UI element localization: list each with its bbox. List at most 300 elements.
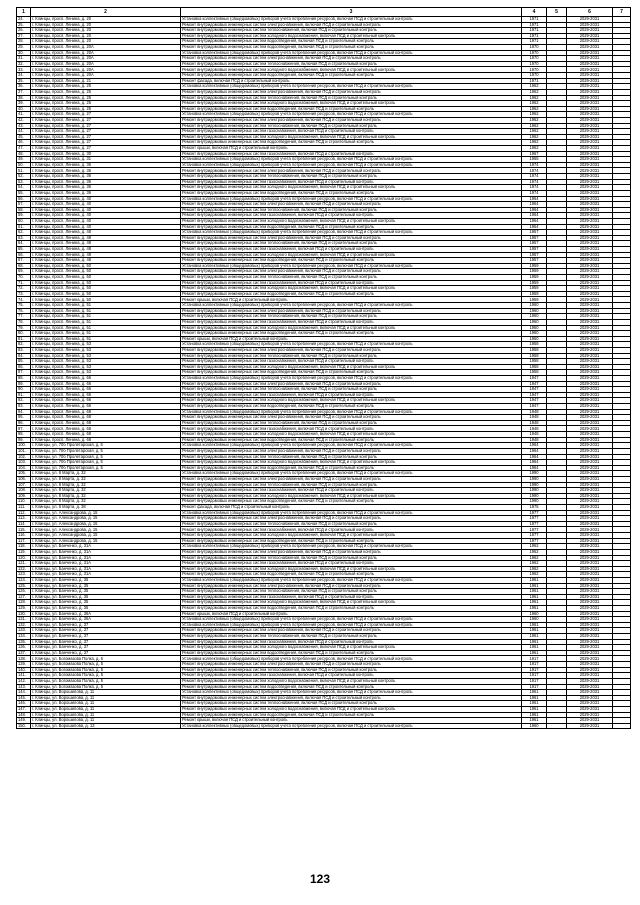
row-number-cell: 138. <box>17 656 31 662</box>
build-year-cell: 1967 <box>522 151 547 157</box>
work-type-cell: Ремонт внутридомовых инженерных систем теплоснабжения, включая ПСД и строительный контроль <box>181 482 522 488</box>
period-cell: 2029-2031 <box>567 230 613 236</box>
row-number-cell: 117. <box>17 538 31 544</box>
address-cell: г. Клинцы, ул. 8 Марта, д. 32 <box>31 499 181 505</box>
work-type-cell: Ремонт внутридомовых инженерных систем теплоснабжения, включая ПСД и строительный контроль <box>181 555 522 561</box>
row-number-cell: 127. <box>17 594 31 600</box>
period-cell: 2029-2031 <box>567 712 613 718</box>
address-cell: г. Клинцы, ул. Богомазова Полка, д. 5 <box>31 678 181 684</box>
address-cell: г. Клинцы, просп. Ленина, д. 20 <box>31 39 181 45</box>
build-year-cell: 1970 <box>522 45 547 51</box>
period-cell: 2029-2031 <box>567 101 613 107</box>
period-cell: 2029-2031 <box>567 347 613 353</box>
row-number-cell: 136. <box>17 645 31 651</box>
address-cell: г. Клинцы, просп. Ленина, д. 30 <box>31 151 181 157</box>
row-number-cell: 125. <box>17 583 31 589</box>
address-cell: г. Клинцы, просп. Ленина, д. 50 <box>31 280 181 286</box>
work-type-cell: Ремонт внутридомовых инженерных систем газоснабжения, включая ПСД и строительный контроль <box>181 426 522 432</box>
work-type-cell: Ремонт внутридомовых инженерных систем водоотведения, включая ПСД и строительный контроль <box>181 39 522 45</box>
address-cell: г. Клинцы, ул. 8 Марта, д. 32 <box>31 471 181 477</box>
period-cell: 2029-2031 <box>567 589 613 595</box>
row-number-cell: 77. <box>17 314 31 320</box>
work-type-cell: Ремонт внутридомовых инженерных систем газоснабжения, включая ПСД и строительный контроль <box>181 129 522 135</box>
build-year-cell: 1970 <box>522 61 547 67</box>
work-type-cell: Ремонт внутридомовых инженерных систем водоотведения, включая ПСД и строительный контроль <box>181 291 522 297</box>
work-type-cell: Ремонт внутридомовых инженерных систем теплоснабжения, включая ПСД и строительный контроль <box>181 454 522 460</box>
row-number-cell: 76. <box>17 308 31 314</box>
period-cell: 2029-2031 <box>567 605 613 611</box>
row-number-cell: 148. <box>17 712 31 718</box>
work-type-cell: Ремонт внутридомовых инженерных систем водоотведения, включая ПСД и строительный контроль <box>181 224 522 230</box>
build-year-cell: 1947 <box>522 392 547 398</box>
build-year-cell: 1974 <box>522 168 547 174</box>
build-year-cell: 1960 <box>522 611 547 617</box>
work-type-cell: Установка коллективных (общедомовых) приборов учета потребления ресурсов, включая ПСД и строительный контроль <box>181 157 522 163</box>
address-cell: г. Клинцы, просп. Ленина, д. 51 <box>31 319 181 325</box>
row-number-cell: 61. <box>17 224 31 230</box>
period-cell: 2029-2031 <box>567 448 613 454</box>
address-cell: г. Клинцы, просп. Ленина, д. 48 <box>31 230 181 236</box>
work-type-cell: Ремонт внутридомовых инженерных систем теплоснабжения, включая ПСД и строительный контроль <box>181 61 522 67</box>
row-number-cell: 85. <box>17 359 31 365</box>
period-cell: 2029-2031 <box>567 22 613 28</box>
period-cell: 2029-2031 <box>567 577 613 583</box>
address-cell: г. Клинцы, просп. Ленина, д. 50 <box>31 297 181 303</box>
build-year-cell: 1947 <box>522 398 547 404</box>
address-cell: г. Клинцы, просп. Ленина, д. 20 <box>31 22 181 28</box>
work-type-cell: Установка коллективных (общедомовых) приборов учета потребления ресурсов, включая ПСД и строительный контроль <box>181 544 522 550</box>
address-cell: г. Клинцы, просп. Ленина, д. 31 <box>31 157 181 163</box>
work-type-cell: Ремонт внутридомовых инженерных систем водоотведения, включая ПСД и строительный контроль <box>181 106 522 112</box>
row-number-cell: 131. <box>17 617 31 623</box>
work-type-cell: Ремонт внутридомовых инженерных систем электроснабжения, включая ПСД и строительный контроль <box>181 415 522 421</box>
period-cell: 2029-2031 <box>567 162 613 168</box>
row-number-cell: 105. <box>17 471 31 477</box>
build-year-cell: 1917 <box>522 678 547 684</box>
period-cell: 2029-2031 <box>567 482 613 488</box>
period-cell: 2029-2031 <box>567 246 613 252</box>
row-number-cell: 147. <box>17 706 31 712</box>
address-cell: г. Клинцы, просп. Ленина, д. 36 <box>31 174 181 180</box>
row-number-cell: 43. <box>17 123 31 129</box>
row-number-cell: 53. <box>17 179 31 185</box>
row-number-cell: 28. <box>17 39 31 45</box>
work-type-cell: Ремонт внутридомовых инженерных систем электроснабжения, включая ПСД и строительный контроль <box>181 583 522 589</box>
work-type-cell: Ремонт фасада, включая ПСД и строительный контроль <box>181 505 522 511</box>
address-cell: г. Клинцы, просп. Ленина, д. 20А <box>31 45 181 51</box>
build-year-cell: 1962 <box>522 572 547 578</box>
row-number-cell: 124. <box>17 577 31 583</box>
address-cell: г. Клинцы, просп. Ленина, д. 27 <box>31 123 181 129</box>
row-number-cell: 49. <box>17 157 31 163</box>
work-type-cell: Ремонт внутридомовых инженерных систем водоотведения, включая ПСД и строительный контроль <box>181 140 522 146</box>
period-cell: 2029-2031 <box>567 308 613 314</box>
header-cell: 6 <box>567 8 613 17</box>
work-type-cell: Ремонт внутридомовых инженерных систем электроснабжения, включая ПСД и строительный контроль <box>181 117 522 123</box>
period-cell: 2029-2031 <box>567 213 613 219</box>
build-year-cell: 1961 <box>522 690 547 696</box>
work-type-cell: Ремонт крыши, включая ПСД и строительный контроль <box>181 718 522 724</box>
build-year-cell: 1974 <box>522 174 547 180</box>
row-number-cell: 100. <box>17 443 31 449</box>
row-number-cell: 140. <box>17 667 31 673</box>
work-type-cell: Установка коллективных (общедомовых) приборов учета потребления ресурсов, включая ПСД и строительный контроль <box>181 690 522 696</box>
period-cell: 2029-2031 <box>567 634 613 640</box>
build-year-cell: 1961 <box>522 605 547 611</box>
address-cell: г. Клинцы, ул. Александрова, д. 15 <box>31 538 181 544</box>
work-type-cell: Ремонт внутридомовых инженерных систем газоснабжения, включая ПСД и строительный контроль <box>181 151 522 157</box>
row-number-cell: 58. <box>17 207 31 213</box>
work-type-cell: Ремонт внутридомовых инженерных систем электроснабжения, включая ПСД и строительный контроль <box>181 549 522 555</box>
period-cell: 2029-2031 <box>567 409 613 415</box>
period-cell: 2029-2031 <box>567 639 613 645</box>
period-cell: 2029-2031 <box>567 454 613 460</box>
work-type-cell: Ремонт внутридомовых инженерных систем холодного водоснабжения, включая ПСД и строительный контроль <box>181 218 522 224</box>
work-type-cell: Ремонт внутридомовых инженерных систем теплоснабжения, включая ПСД и строительный контроль <box>181 28 522 34</box>
address-cell: г. Клинцы, ул. 70б Пролетарская, д. 5 <box>31 448 181 454</box>
period-cell: 2029-2031 <box>567 566 613 572</box>
work-type-cell: Ремонт внутридомовых инженерных систем электроснабжения, включая ПСД и строительный контроль <box>181 695 522 701</box>
build-year-cell: 1960 <box>522 336 547 342</box>
build-year-cell: 1964 <box>522 213 547 219</box>
work-type-cell: Ремонт крыши, включая ПСД и строительный контроль <box>181 297 522 303</box>
row-number-cell: 66. <box>17 252 31 258</box>
header-cell: 4 <box>522 8 547 17</box>
work-type-cell: Ремонт внутридомовых инженерных систем холодного водоснабжения, включая ПСД и строительный контроль <box>181 432 522 438</box>
header-cell: 7 <box>613 8 631 17</box>
period-cell: 2029-2031 <box>567 387 613 393</box>
work-type-cell: Ремонт внутридомовых инженерных систем теплоснабжения, включая ПСД и строительный контроль <box>181 589 522 595</box>
period-cell: 2029-2031 <box>567 594 613 600</box>
work-type-cell: Установка коллективных (общедомовых) приборов учета потребления ресурсов, включая ПСД и строительный контроль <box>181 577 522 583</box>
period-cell: 2029-2031 <box>567 336 613 342</box>
build-year-cell: 1960 <box>522 723 547 729</box>
period-cell: 2029-2031 <box>567 622 613 628</box>
row-number-cell: 35. <box>17 78 31 84</box>
address-cell: г. Клинцы, ул. 70б Пролетарская, д. 5 <box>31 465 181 471</box>
address-cell: г. Клинцы, ул. Александрова, д. 15 <box>31 521 181 527</box>
address-cell: г. Клинцы, ул. 70б Пролетарская, д. 5 <box>31 443 181 449</box>
period-cell: 2029-2031 <box>567 67 613 73</box>
build-year-cell: 1961 <box>522 706 547 712</box>
address-cell: г. Клинцы, просп. Ленина, д. 40 <box>31 196 181 202</box>
build-year-cell: 1962 <box>522 140 547 146</box>
address-cell: г. Клинцы, просп. Ленина, д. 27 <box>31 134 181 140</box>
address-cell: г. Клинцы, просп. Ленина, д. 51 <box>31 303 181 309</box>
build-year-cell: 1957 <box>522 241 547 247</box>
row-number-cell: 115. <box>17 527 31 533</box>
address-cell: г. Клинцы, просп. Ленина, д. 25 <box>31 95 181 101</box>
row-number-cell: 78. <box>17 319 31 325</box>
row-number-cell: 89. <box>17 381 31 387</box>
row-number-cell: 130. <box>17 611 31 617</box>
period-cell: 2029-2031 <box>567 465 613 471</box>
build-year-cell: 1960 <box>522 314 547 320</box>
period-cell: 2029-2031 <box>567 269 613 275</box>
address-cell: г. Клинцы, просп. Ленина, д. 66 <box>31 381 181 387</box>
period-cell: 2029-2031 <box>567 73 613 79</box>
build-year-cell: 1947 <box>522 381 547 387</box>
address-cell: г. Клинцы, ул. Банченко, д. 37 <box>31 650 181 656</box>
period-cell: 2029-2031 <box>567 690 613 696</box>
address-cell: г. Клинцы, ул. Богомазова Полка, д. 5 <box>31 656 181 662</box>
period-cell: 2029-2031 <box>567 28 613 34</box>
build-year-cell: 1960 <box>522 308 547 314</box>
address-cell: г. Клинцы, просп. Ленина, д. 48 <box>31 246 181 252</box>
address-cell: г. Клинцы, ул. Банченко, д. 36А <box>31 611 181 617</box>
build-year-cell: 1964 <box>522 207 547 213</box>
address-cell: г. Клинцы, ул. Банченко, д. 31А <box>31 555 181 561</box>
period-cell: 2029-2031 <box>567 600 613 606</box>
build-year-cell: 1962 <box>522 106 547 112</box>
address-cell: г. Клинцы, просп. Ленина, д. 51 <box>31 308 181 314</box>
address-cell: г. Клинцы, просп. Ленина, д. 27 <box>31 146 181 152</box>
build-year-cell: 1964 <box>522 202 547 208</box>
row-number-cell: 142. <box>17 678 31 684</box>
address-cell: г. Клинцы, просп. Ленина, д. 25 <box>31 89 181 95</box>
period-cell: 2029-2031 <box>567 140 613 146</box>
period-cell: 2029-2031 <box>567 667 613 673</box>
build-year-cell: 1958 <box>522 364 547 370</box>
address-cell: г. Клинцы, ул. Ворошилова, д. 11 <box>31 712 181 718</box>
work-type-cell: Ремонт внутридомовых инженерных систем холодного водоснабжения, включая ПСД и строительный контроль <box>181 493 522 499</box>
work-type-cell: Ремонт внутридомовых инженерных систем электроснабжения, включая ПСД и строительный контроль <box>181 22 522 28</box>
work-type-cell: Ремонт внутридомовых инженерных систем водоотведения, включая ПСД и строительный контроль <box>181 499 522 505</box>
build-year-cell: 1990 <box>522 482 547 488</box>
period-cell: 2029-2031 <box>567 415 613 421</box>
address-cell: г. Клинцы, ул. 70б Пролетарская, д. 5 <box>31 460 181 466</box>
row-number-cell: 150. <box>17 723 31 729</box>
build-year-cell: 1990 <box>522 499 547 505</box>
address-cell: г. Клинцы, просп. Ленина, д. 48 <box>31 241 181 247</box>
build-year-cell: 1959 <box>522 269 547 275</box>
row-number-cell: 57. <box>17 202 31 208</box>
period-cell: 2029-2031 <box>567 106 613 112</box>
work-type-cell: Установка коллективных (общедомовых) приборов учета потребления ресурсов, включая ПСД и строительный контроль <box>181 376 522 382</box>
row-number-cell: 129. <box>17 605 31 611</box>
work-type-cell: Ремонт внутридомовых инженерных систем газоснабжения, включая ПСД и строительный контроль <box>181 639 522 645</box>
work-type-cell: Ремонт внутридомовых инженерных систем электроснабжения, включая ПСД и строительный контроль <box>181 269 522 275</box>
period-cell: 2029-2031 <box>567 370 613 376</box>
period-cell: 2029-2031 <box>567 134 613 140</box>
work-type-cell: Установка коллективных (общедомовых) приборов учета потребления ресурсов, включая ПСД и строительный контроль <box>181 50 522 56</box>
work-type-cell: Ремонт внутридомовых инженерных систем холодного водоснабжения, включая ПСД и строительный контроль <box>181 33 522 39</box>
period-cell: 2029-2031 <box>567 280 613 286</box>
period-cell: 2029-2031 <box>567 392 613 398</box>
build-year-cell: 1964 <box>522 465 547 471</box>
period-cell: 2029-2031 <box>567 331 613 337</box>
address-cell: г. Клинцы, ул. 8 Марта, д. 38 <box>31 505 181 511</box>
work-type-cell: Ремонт внутридомовых инженерных систем газоснабжения, включая ПСД и строительный контроль <box>181 359 522 365</box>
period-cell: 2029-2031 <box>567 168 613 174</box>
row-number-cell: 24. <box>17 17 31 23</box>
period-cell: 2029-2031 <box>567 157 613 163</box>
row-number-cell: 120. <box>17 555 31 561</box>
row-number-cell: 36. <box>17 84 31 90</box>
period-cell: 2029-2031 <box>567 583 613 589</box>
work-type-cell: Установка коллективных (общедомовых) приборов учета потребления ресурсов, включая ПСД и строительный контроль <box>181 263 522 269</box>
build-year-cell: 1959 <box>522 286 547 292</box>
build-year-cell: 1957 <box>522 235 547 241</box>
period-cell: 2029-2031 <box>567 684 613 690</box>
work-type-cell: Ремонт фасада, включая ПСД и строительный контроль <box>181 78 522 84</box>
row-number-cell: 59. <box>17 213 31 219</box>
build-year-cell: 1974 <box>522 179 547 185</box>
address-cell: г. Клинцы, просп. Ленина, д. 36 <box>31 179 181 185</box>
row-number-cell: 68. <box>17 263 31 269</box>
row-number-cell: 119. <box>17 549 31 555</box>
address-cell: г. Клинцы, ул. Банченко, д. 37 <box>31 639 181 645</box>
address-cell: г. Клинцы, просп. Ленина, д. 66 <box>31 387 181 393</box>
period-cell: 2029-2031 <box>567 527 613 533</box>
header-cell: 3 <box>181 8 522 17</box>
period-cell: 2029-2031 <box>567 129 613 135</box>
work-type-cell: Ремонт внутридомовых инженерных систем теплоснабжения, включая ПСД и строительный контроль <box>181 275 522 281</box>
period-cell: 2029-2031 <box>567 695 613 701</box>
header-cell: 5 <box>547 8 567 17</box>
row-number-cell: 64. <box>17 241 31 247</box>
period-cell: 2029-2031 <box>567 376 613 382</box>
period-cell: 2029-2031 <box>567 17 613 23</box>
build-year-cell: 1975 <box>522 505 547 511</box>
period-cell: 2029-2031 <box>567 297 613 303</box>
work-type-cell: Ремонт внутридомовых инженерных систем холодного водоснабжения, включая ПСД и строительный контроль <box>181 678 522 684</box>
row-number-cell: 72. <box>17 286 31 292</box>
period-cell: 2029-2031 <box>567 611 613 617</box>
build-year-cell: 1962 <box>522 146 547 152</box>
row-number-cell: 145. <box>17 695 31 701</box>
build-year-cell: 1964 <box>522 224 547 230</box>
address-cell: г. Клинцы, ул. Ворошилова, д. 11 <box>31 695 181 701</box>
work-type-cell: Ремонт внутридомовых инженерных систем теплоснабжения, включая ПСД и строительный контроль <box>181 701 522 707</box>
build-year-cell: 1961 <box>522 634 547 640</box>
build-year-cell: 1961 <box>522 622 547 628</box>
work-type-cell: Ремонт внутридомовых инженерных систем теплоснабжения, включая ПСД и строительный контроль <box>181 123 522 129</box>
work-type-cell: Установка коллективных (общедомовых) приборов учета потребления ресурсов, включая ПСД и строительный контроль <box>181 443 522 449</box>
row-number-cell: 97. <box>17 426 31 432</box>
row-number-cell: 107. <box>17 482 31 488</box>
build-year-cell: 1974 <box>522 190 547 196</box>
row-number-cell: 41. <box>17 112 31 118</box>
period-cell: 2029-2031 <box>567 533 613 539</box>
row-number-cell: 52. <box>17 174 31 180</box>
period-cell: 2029-2031 <box>567 510 613 516</box>
work-type-cell: Ремонт внутридомовых инженерных систем газоснабжения, включая ПСД и строительный контроль <box>181 213 522 219</box>
build-year-cell: 1917 <box>522 673 547 679</box>
build-year-cell: 1961 <box>522 695 547 701</box>
build-year-cell: 1977 <box>522 533 547 539</box>
work-type-cell: Ремонт внутридомовых инженерных систем электроснабжения, включая ПСД и строительный контроль <box>181 476 522 482</box>
address-cell: г. Клинцы, просп. Ленина, д. 50 <box>31 286 181 292</box>
period-cell: 2029-2031 <box>567 174 613 180</box>
build-year-cell: 1964 <box>522 448 547 454</box>
work-type-cell: Ремонт внутридомовых инженерных систем теплоснабжения, включая ПСД и строительный контроль <box>181 521 522 527</box>
row-number-cell: 87. <box>17 370 31 376</box>
row-number-cell: 27. <box>17 33 31 39</box>
work-type-cell: Ремонт внутридомовых инженерных систем электроснабжения, включая ПСД и строительный контроль <box>181 308 522 314</box>
row-number-cell: 74. <box>17 297 31 303</box>
period-cell: 2029-2031 <box>567 84 613 90</box>
work-type-cell: Ремонт внутридомовых инженерных систем электроснабжения, включая ПСД и строительный контроль <box>181 516 522 522</box>
work-type-cell: Установка коллективных (общедомовых) приборов учета потребления ресурсов, включая ПСД и строительный контроль <box>181 656 522 662</box>
period-cell: 2029-2031 <box>567 561 613 567</box>
work-type-cell: Ремонт внутридомовых инженерных систем теплоснабжения, включая ПСД и строительный контроль <box>181 387 522 393</box>
address-cell: г. Клинцы, ул. Банченко, д. 37 <box>31 628 181 634</box>
build-year-cell: 1948 <box>522 426 547 432</box>
period-cell: 2029-2031 <box>567 275 613 281</box>
address-cell: г. Клинцы, ул. Александрова, д. 15 <box>31 527 181 533</box>
period-cell: 2029-2031 <box>567 353 613 359</box>
row-number-cell: 33. <box>17 67 31 73</box>
row-number-cell: 34. <box>17 73 31 79</box>
work-type-cell: Ремонт внутридомовых инженерных систем газоснабжения, включая ПСД и строительный контроль <box>181 319 522 325</box>
row-number-cell: 51. <box>17 168 31 174</box>
work-type-cell: Установка коллективных (общедомовых) приборов учета потребления ресурсов, включая ПСД и строительный контроль <box>181 409 522 415</box>
build-year-cell: 1957 <box>522 246 547 252</box>
work-type-cell: Ремонт внутридомовых инженерных систем газоснабжения, включая ПСД и строительный контроль <box>181 561 522 567</box>
row-number-cell: 95. <box>17 415 31 421</box>
build-year-cell: 1947 <box>522 404 547 410</box>
build-year-cell: 1961 <box>522 712 547 718</box>
row-number-cell: 25. <box>17 22 31 28</box>
row-number-cell: 81. <box>17 336 31 342</box>
address-cell: г. Клинцы, просп. Ленина, д. 25 <box>31 106 181 112</box>
build-year-cell: 1962 <box>522 555 547 561</box>
period-cell: 2029-2031 <box>567 218 613 224</box>
row-number-cell: 42. <box>17 117 31 123</box>
build-year-cell: 1947 <box>522 387 547 393</box>
row-number-cell: 55. <box>17 190 31 196</box>
work-type-cell: Ремонт внутридомовых инженерных систем теплоснабжения, включая ПСД и строительный контроль <box>181 420 522 426</box>
address-cell: г. Клинцы, ул. 8 Марта, д. 32 <box>31 482 181 488</box>
work-type-cell: Установка коллективных (общедомовых) приборов учета потребления ресурсов, включая ПСД и строительный контроль <box>181 230 522 236</box>
period-cell: 2029-2031 <box>567 56 613 62</box>
work-type-cell: Ремонт внутридомовых инженерных систем водоотведения, включая ПСД и строительный контроль <box>181 572 522 578</box>
period-cell: 2029-2031 <box>567 516 613 522</box>
period-cell: 2029-2031 <box>567 359 613 365</box>
work-type-cell: Ремонт внутридомовых инженерных систем теплоснабжения, включая ПСД и строительный контроль <box>181 207 522 213</box>
period-cell: 2029-2031 <box>567 549 613 555</box>
period-cell: 2029-2031 <box>567 420 613 426</box>
period-cell: 2029-2031 <box>567 179 613 185</box>
work-type-cell: Ремонт внутридомовых инженерных систем газоснабжения, включая ПСД и строительный контроль <box>181 179 522 185</box>
row-number-cell: 141. <box>17 673 31 679</box>
period-cell: 2029-2031 <box>567 325 613 331</box>
build-year-cell: 1959 <box>522 275 547 281</box>
build-year-cell: 1971 <box>522 39 547 45</box>
address-cell: г. Клинцы, просп. Ленина, д. 40 <box>31 224 181 230</box>
row-number-cell: 62. <box>17 230 31 236</box>
row-number-cell: 114. <box>17 521 31 527</box>
address-cell: г. Клинцы, просп. Ленина, д. 53 <box>31 342 181 348</box>
address-cell: г. Клинцы, просп. Ленина, д. 51 <box>31 331 181 337</box>
work-type-cell: Ремонт внутридомовых инженерных систем водоотведения, включая ПСД и строительный контроль <box>181 684 522 690</box>
address-cell: г. Клинцы, просп. Ленина, д. 68 <box>31 415 181 421</box>
address-cell: г. Клинцы, ул. Банченко, д. 35 <box>31 594 181 600</box>
address-cell: г. Клинцы, просп. Ленина, д. 40 <box>31 213 181 219</box>
build-year-cell: 1958 <box>522 370 547 376</box>
period-cell: 2029-2031 <box>567 61 613 67</box>
address-cell: г. Клинцы, ул. Ворошилова, д. 13 <box>31 723 181 729</box>
work-type-cell: Ремонт внутридомовых инженерных систем теплоснабжения, включая ПСД и строительный контроль <box>181 667 522 673</box>
address-cell: г. Клинцы, просп. Ленина, д. 20 <box>31 28 181 34</box>
period-cell: 2029-2031 <box>567 258 613 264</box>
period-cell: 2029-2031 <box>567 196 613 202</box>
build-year-cell: 1974 <box>522 162 547 168</box>
build-year-cell: 1962 <box>522 112 547 118</box>
period-cell: 2029-2031 <box>567 701 613 707</box>
work-type-cell: Ремонт внутридомовых инженерных систем электроснабжения, включая ПСД и строительный контроль <box>181 168 522 174</box>
